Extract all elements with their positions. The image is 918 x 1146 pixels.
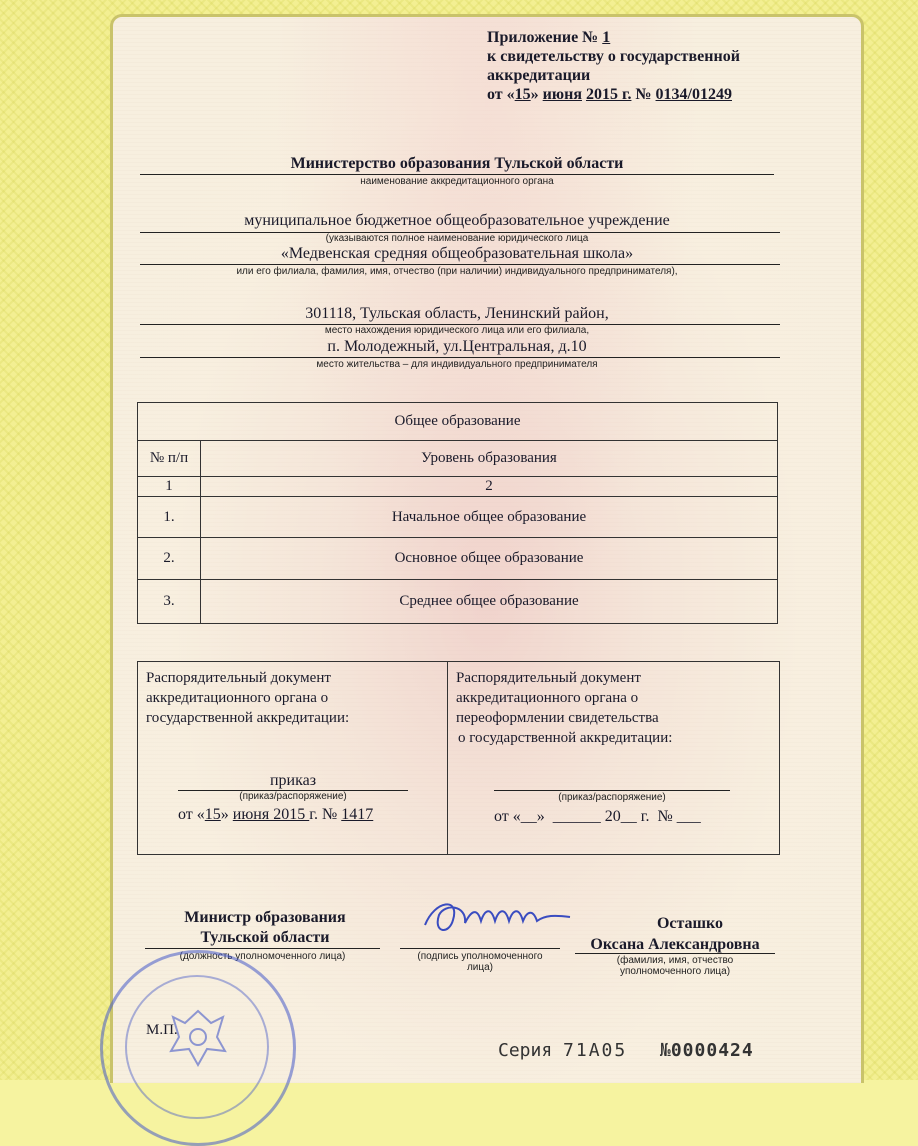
column-index-1: 1 bbox=[138, 477, 201, 497]
left-doc-date: от «15» июня 2015 г. № 1417 bbox=[178, 806, 374, 823]
appendix-date: от «15» июня 2015 г. № 0134/01249 bbox=[487, 86, 732, 103]
appendix-title: Приложение № 1 bbox=[487, 29, 611, 46]
appendix-line3: аккредитации bbox=[487, 67, 591, 84]
column-header-level: Уровень образования bbox=[201, 441, 778, 477]
organ-name: Министерство образования Тульской области bbox=[290, 155, 624, 172]
official-seal-stamp bbox=[100, 950, 296, 1146]
row-level: Основное общее образование bbox=[201, 538, 778, 580]
name-caption: (фамилия, имя, отчество уполномоченного лица) bbox=[616, 955, 734, 977]
column-index-2: 2 bbox=[201, 477, 778, 497]
series-block: Серия 71А05 bbox=[498, 1040, 628, 1061]
form-number: №0000424 bbox=[660, 1040, 754, 1061]
address-line1: 301118, Тульская область, Ленинский район, bbox=[305, 305, 609, 322]
entity-caption1: (указываются полное наименование юридического лица bbox=[325, 233, 589, 244]
order-documents-table bbox=[137, 661, 780, 855]
row-number: 2. bbox=[138, 538, 201, 580]
left-doc-heading: Распорядительный документ аккредитационного органа о государственной аккредитации: bbox=[146, 670, 350, 726]
entity-name-line1: муниципальное бюджетное общеобразовательное учреждение bbox=[244, 212, 670, 229]
mp-label: М.П. bbox=[146, 1022, 178, 1038]
signer-name: Осташко Оксана Александровна bbox=[590, 915, 760, 953]
address-caption2: место жительства – для индивидуального предпринимателя bbox=[316, 359, 598, 370]
table-row bbox=[138, 497, 778, 538]
education-levels-table bbox=[137, 402, 778, 624]
signer-position: Министр образования Тульской области bbox=[184, 909, 346, 946]
appendix-header bbox=[487, 28, 740, 104]
table-title: Общее образование bbox=[138, 403, 778, 441]
position-caption: (должность уполномоченного лица) bbox=[179, 951, 346, 962]
right-doc-heading: Распорядительный документ аккредитационного органа о переоформлении свидетельства о государственной аккредитации: bbox=[456, 670, 673, 746]
address-line2: п. Молодежный, ул.Центральная, д.10 bbox=[327, 338, 587, 355]
address-caption1: место нахождения юридического лица или его филиала, bbox=[324, 325, 590, 336]
left-doc-type: приказ bbox=[269, 772, 317, 789]
column-header-number: № п/п bbox=[138, 441, 201, 477]
organ-caption: наименование аккредитационного органа bbox=[360, 176, 554, 187]
row-level: Начальное общее образование bbox=[201, 497, 778, 538]
right-doc-date: от «__» ______ 20__ г. № ___ bbox=[494, 808, 701, 825]
right-doc-caption: (приказ/распоряжение) bbox=[558, 792, 666, 803]
row-number: 1. bbox=[138, 497, 201, 538]
entity-name-line2: «Медвенская средняя общеобразовательная школа» bbox=[280, 245, 634, 262]
appendix-line2: к свидетельству о государственной bbox=[487, 48, 740, 65]
signature-caption: (подпись уполномоченного лица) bbox=[417, 951, 543, 973]
table-row bbox=[138, 580, 778, 624]
entity-caption2: или его филиала, фамилия, имя, отчество (при наличии) индивидуального предпринимателя), bbox=[236, 266, 678, 277]
row-level: Среднее общее образование bbox=[201, 580, 778, 624]
row-number: 3. bbox=[138, 580, 201, 624]
table-row bbox=[138, 538, 778, 580]
left-doc-caption: (приказ/распоряжение) bbox=[239, 791, 347, 802]
